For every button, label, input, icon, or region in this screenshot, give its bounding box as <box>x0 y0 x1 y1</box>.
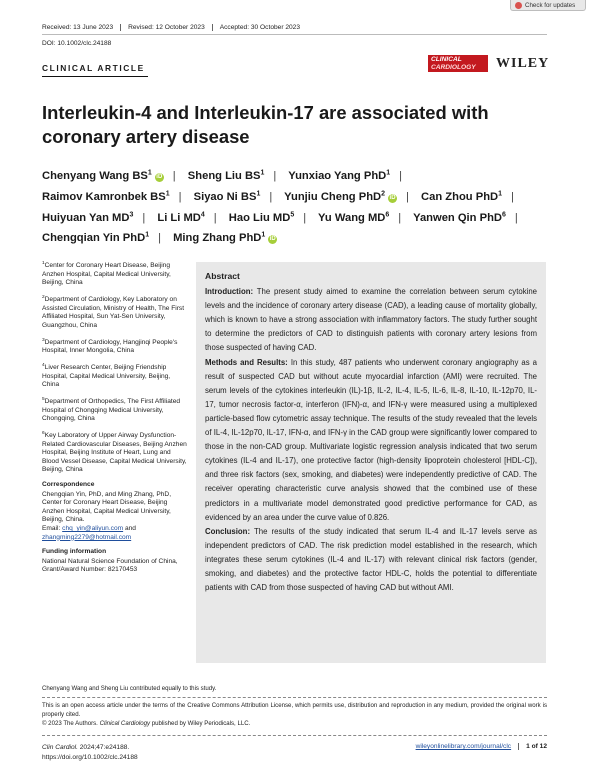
header-logos <box>428 55 549 72</box>
author-affiliation-number: 1 <box>498 190 503 198</box>
author-name <box>284 191 397 203</box>
abstract-methods <box>205 356 537 525</box>
author-separator: | <box>269 190 273 203</box>
doi-line: DOI: 10.1002/clc.24188 <box>42 40 112 47</box>
article-history <box>42 24 314 31</box>
author-separator: | <box>158 232 161 245</box>
affiliation-item <box>42 362 188 390</box>
doi-url[interactable]: https://doi.org/10.1002/clc.24188 <box>42 754 138 761</box>
author-name-text: Can Zhou PhD <box>421 190 499 203</box>
author-name <box>421 191 502 203</box>
affiliation-number: 6 <box>42 430 45 436</box>
email-prefix: Email: <box>42 524 61 532</box>
article-type: CLINICAL ARTICLE <box>42 63 145 73</box>
abstract-box <box>196 262 546 663</box>
affiliation-number: 5 <box>42 396 45 402</box>
header-divider <box>42 34 547 35</box>
affiliation-number: 4 <box>42 362 45 368</box>
publisher-logo[interactable]: WILEY <box>496 55 550 71</box>
author-separator: | <box>142 211 146 224</box>
orcid-icon[interactable]: iD <box>156 174 163 180</box>
abstract-conclusion <box>205 525 537 595</box>
introduction-label: Introduction: <box>205 287 254 297</box>
author-name-text: Ming Zhang PhD <box>173 232 262 245</box>
author-affiliation-number: 2 <box>381 190 386 198</box>
methods-label: Methods and Results: <box>205 357 288 367</box>
copyright-journal: Clinical Cardiology <box>99 719 151 727</box>
revised-date: Revised: 12 October 2023 <box>128 24 213 31</box>
author-name <box>413 212 506 224</box>
author-separator: | <box>213 211 217 224</box>
author-name-text: Yanwen Qin PhD <box>413 211 502 224</box>
affiliation-text: Department of Orthopedics, The First Affiliated Hospital of Chongqing Medical University, Chongqing, China <box>42 398 181 423</box>
author-affiliation-number: 1 <box>256 190 261 198</box>
affiliation-item <box>42 430 188 475</box>
author-separator: | <box>172 170 176 182</box>
author-name-text: Yunjiu Cheng PhD <box>284 190 382 203</box>
author-name-text: Chengqian Yin PhD <box>42 232 146 245</box>
author-list <box>42 166 552 249</box>
author-name-text: Hao Liu MD <box>228 211 291 224</box>
author-name-text: Yunxiao Yang PhD <box>288 170 387 182</box>
conclusion-label: Conclusion: <box>205 526 251 536</box>
author-affiliation-number: 4 <box>200 210 205 218</box>
affiliation-text: Department of Cardiology, Hangjinqi People's Hospital, Inner Mongolia, China <box>42 338 178 355</box>
author-affiliation-number: 3 <box>129 210 134 218</box>
author-affiliation-number: 6 <box>385 210 390 218</box>
correspondence-heading: Correspondence <box>42 481 95 488</box>
author-separator: | <box>514 211 518 224</box>
correspondence-text: Chengqian Yin, PhD, and Ming Zhang, PhD, Center for Coronary Heart Disease, Beijing Anzhen Hospital, Capital Medical University, Beijing, China. <box>42 490 172 524</box>
citation-journal: Clin Cardiol. <box>42 744 78 751</box>
footer-divider <box>42 735 547 736</box>
journal-logo-line2: CARDIOLOGY <box>431 63 476 71</box>
introduction-text: The present study aimed to examine the correlation between serum cytokine levels and the incidence of coronary artery disease (CAD), a leading cause of mortality globally, which is known to have a strong association with inflammatory factors. The study further sought to determine the predictors of CAD to distinguish patients with coronary artery lesions from those suspected of having CAD. <box>205 287 538 353</box>
correspondence-block <box>42 491 188 543</box>
update-icon <box>515 2 522 9</box>
author-name <box>157 212 204 224</box>
abstract-introduction <box>205 285 537 355</box>
author-affiliation-number: 1 <box>261 231 266 239</box>
article-type-rule <box>42 76 148 77</box>
orcid-icon[interactable]: iD <box>389 194 396 201</box>
affiliation-item <box>42 260 188 288</box>
author-affiliation-number: 1 <box>145 231 150 239</box>
author-name <box>288 170 390 182</box>
author-name-text: Li Li MD <box>157 211 201 224</box>
journal-url-link[interactable]: wileyonlinelibrary.com/journal/clc <box>416 743 520 750</box>
author-name <box>229 212 294 224</box>
author-name-text: Chenyang Wang BS <box>42 170 148 182</box>
author-separator: | <box>303 211 307 224</box>
affiliation-text: Key Laboratory of Upper Airway Dysfunction-Related Cardiovascular Diseases, Beijing Anzhen Hospital, Beijing Institute of Heart, Lung and Blood Vessel Disease, Capital Medical University, Beijing, China <box>42 432 187 474</box>
copyright-suffix: published by Wiley Periodicals, LLC. <box>151 719 251 727</box>
author-separator: | <box>178 190 182 203</box>
abstract-heading: Abstract <box>205 271 240 281</box>
journal-logo[interactable] <box>428 55 488 72</box>
author-name <box>188 170 265 182</box>
methods-text: In this study, 487 patients who underwent coronary angiography as a result of suspected CAD but without acute myocardial infarction (AMI) were recruited. The serum levels of the cytokines interleukin (IL)-1β, IL-2, IL-4, IL-5, IL-6, IL-8, IL-10, IL-12p70, IL-17, tumor necrosis factor-α, interferon (IFN)-α, and IFN-γ were measured using a multiplexed particle-based flow cytometric assay technique. The results of the study revealed that the levels of IL-4, IL-12p70, IL-17, IFN-α, and IFN-γ in the CAD group were significantly lower compared to those in the non-CAD group. Multivariate logistic regression analysis indicated that two serum cytokines (IL-4 and IL-17), one protective factor (high-density lipoprotein cholesterol [HDL-C]), and three risk factors (sex, smoking, and diabetes) were independently predictive of CAD. The receiver operating characteristic curve analysis showed that the combined use of these predictors in a multivariate model demonstrated good predictive performance for CAD, as evidenced by an area under the curve value of 0.826. <box>205 357 538 522</box>
author-name <box>42 232 149 244</box>
article-title: Interleukin-4 and Interleukin-17 are associated with coronary artery disease <box>42 102 489 147</box>
author-affiliation-number: 5 <box>290 210 295 218</box>
author-affiliation-number: 1 <box>165 190 170 198</box>
email-and: and <box>124 524 136 532</box>
email-link-1[interactable]: chq_yin@aliyun.com <box>62 524 124 532</box>
author-affiliation-number: 1 <box>386 169 391 177</box>
funding-text: National Natural Science Foundation of China, Grant/Award Number: 82170453 <box>42 557 178 574</box>
author-name <box>42 212 133 224</box>
affiliation-text: Department of Cardiology, Key Laboratory on Assisted Circulation, Ministry of Health, The First Affiliated Hospital, Sun Yat-Sen University, Guangzhou, China <box>42 296 185 329</box>
author-name-text: Yu Wang MD <box>318 211 386 224</box>
sidebar-info <box>42 260 188 581</box>
footnote-divider <box>42 697 547 698</box>
check-for-updates-badge[interactable] <box>510 0 586 11</box>
author-name-text: Siyao Ni BS <box>193 190 257 203</box>
accepted-date: Accepted: 30 October 2023 <box>219 24 301 31</box>
conclusion-text: The results of the study indicated that serum IL-4 and IL-17 levels serve as independent predictors of CAD. The risk prediction model established in the research, which integrates these serum cytokines (IL-4 and IL-17) with relevant clinical risk factors (gender, smoking, and diabetes) and the protective factor HDL-C, holds the potential to differentiate patients with CAD from those suspected of having CAD but without AMI. <box>205 526 537 593</box>
affiliation-list <box>42 260 188 475</box>
copyright-prefix: © 2023 The Authors. <box>42 719 98 727</box>
author-separator: | <box>398 211 402 224</box>
author-name <box>42 191 170 203</box>
affiliation-number: 2 <box>42 294 45 300</box>
affiliation-text: Center for Coronary Heart Disease, Beijing Anzhen Hospital, Capital Medical University, Beijing, China <box>42 262 171 287</box>
page-number: 1 of 12 <box>526 743 547 750</box>
author-separator: | <box>511 190 514 203</box>
check-for-updates-label: Check for updates <box>525 1 576 9</box>
affiliation-item <box>42 337 188 356</box>
affiliation-text: Liver Research Center, Beijing Friendship Hospital, Capital Medical University, Beijing, China <box>42 364 171 389</box>
author-name <box>173 232 277 244</box>
email-link-2[interactable]: zhangming2279@hotmail.com <box>42 533 132 541</box>
funding-heading: Funding information <box>42 548 107 556</box>
license-text: This is an open access article under the terms of the Creative Commons Attribution License, which permits use, distribution and reproduction in any medium, provided the original work is properly cited. <box>42 702 547 718</box>
affiliation-number: 3 <box>42 337 45 343</box>
author-separator: | <box>406 190 409 203</box>
license-block <box>42 702 547 728</box>
author-separator: | <box>399 170 403 182</box>
author-separator: | <box>273 170 277 182</box>
author-name-text: Huiyuan Yan MD <box>42 211 130 224</box>
author-affiliation-number: 1 <box>147 169 152 177</box>
footer-citation <box>42 743 138 763</box>
affiliation-number: 1 <box>42 261 45 266</box>
journal-logo-line1: CLINICAL <box>431 56 462 63</box>
affiliation-item <box>42 396 188 424</box>
author-affiliation-number: 6 <box>502 210 506 218</box>
author-name <box>194 191 261 203</box>
citation-rest: 2024;47:e24188. <box>79 744 130 751</box>
author-name <box>42 170 164 182</box>
author-name <box>318 212 389 224</box>
received-date: Received: 13 June 2023 <box>42 24 121 31</box>
author-name-text: Raimov Kamronbek BS <box>42 190 166 203</box>
affiliation-item <box>42 294 188 331</box>
footer-right <box>416 743 547 750</box>
author-name-text: Sheng Liu BS <box>187 170 261 182</box>
orcid-icon[interactable]: iD <box>269 236 276 243</box>
author-affiliation-number: 1 <box>260 169 265 177</box>
contribution-note: Chenyang Wang and Sheng Liu contributed equally to this study. <box>42 685 217 692</box>
